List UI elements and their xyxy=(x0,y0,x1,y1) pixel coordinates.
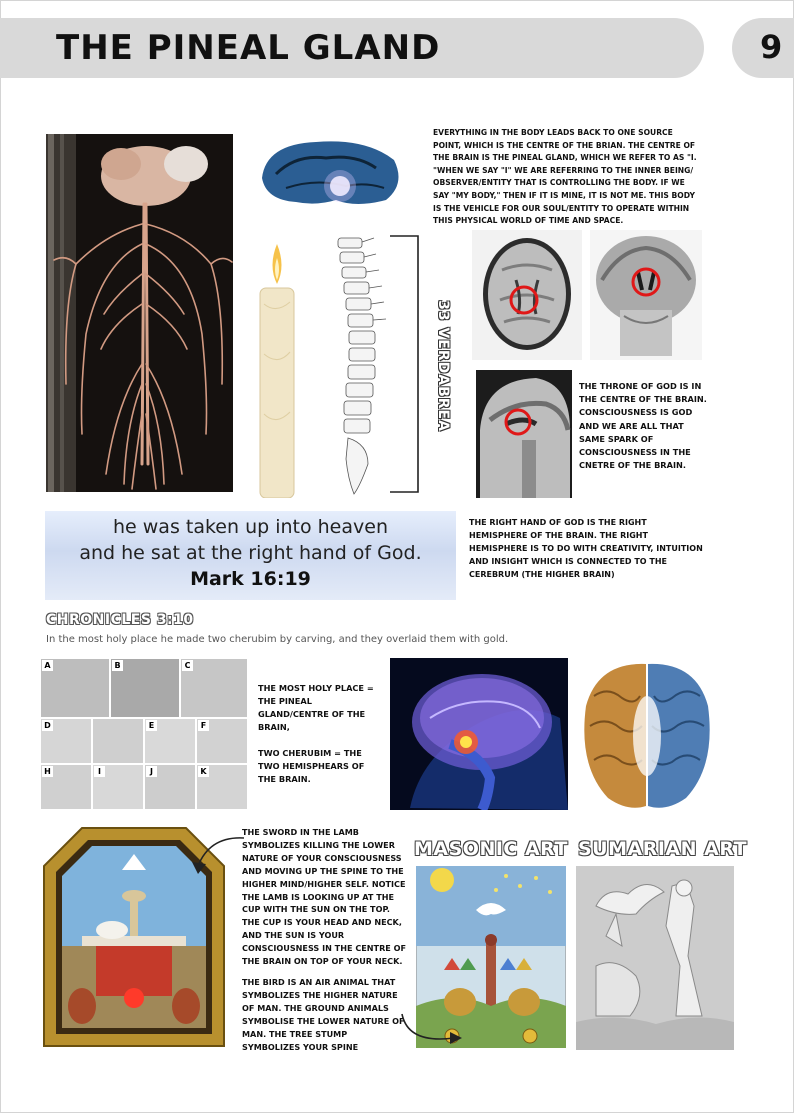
mri-grid-cell xyxy=(92,718,144,764)
nervous-system-photo xyxy=(46,134,233,492)
mri-grid-cell xyxy=(40,658,110,718)
quote-line-2: and he sat at the right hand of God. xyxy=(79,542,422,564)
grid-label: I xyxy=(94,766,105,777)
intro-paragraph: EVERYTHING IN THE BODY LEADS BACK TO ONE SOURCE POINT, WHICH IS THE CENTRE OF THE BRIAN. THE CENTRE OF THE BRAIN IS THE PINEAL GLAND, WHICH WE REFER TO AS "I. "WHEN WE SAY "I" WE ARE REFERRING TO THE INNER BEING/ OBSERVER/ENTITY THAT IS CONTROLLING THE BODY. IF WE SAY "MY BODY," THEN IF IT IS MINE, IT IS NOT ME. THIS BODY IS THE VEHICLE FOR OUR SOUL/ENTITY TO OPERATE WITHIN THIS PHYSICAL WORLD OF TIME AND SPACE. xyxy=(433,128,697,226)
mri-grid-cell xyxy=(196,764,248,810)
mri-coronal-image xyxy=(590,230,702,360)
grid-label: C xyxy=(182,660,193,671)
mri-grid-cell xyxy=(40,718,92,764)
mri-sagittal-image xyxy=(476,370,572,498)
mri-grid-cell xyxy=(92,764,144,810)
grid-label: B xyxy=(112,660,123,671)
grid-label: H xyxy=(42,766,53,777)
mri-grid-cell xyxy=(180,658,248,718)
mri-grid-cell xyxy=(40,764,92,810)
chronicles-verse: In the most holy place he made two cherubim by carving, and they overlaid them with gold. xyxy=(46,634,509,645)
sumarian-art-heading: SUMARIAN ART xyxy=(578,838,748,860)
curved-arrow-to-masonic xyxy=(398,1010,468,1052)
mri-grid-cell xyxy=(144,764,196,810)
masonic-art-heading: MASONIC ART xyxy=(414,838,568,860)
holy-place-line-2: TWO CHERUBIM = THE TWO HEMISPHEARS OF THE BRAIN. xyxy=(258,748,365,784)
mri-grid-cell xyxy=(196,718,248,764)
chronicles-heading: CHRONICLES 3:10 xyxy=(46,612,194,628)
grid-label: A xyxy=(42,660,53,671)
bible-quote-banner xyxy=(45,511,456,600)
grid-label: F xyxy=(198,720,209,731)
mri-grid-cell xyxy=(144,718,196,764)
watermark-verdabrea: 33 VERDABREA xyxy=(435,300,451,432)
page-number: 9 xyxy=(760,28,783,66)
sumarian-art-image xyxy=(576,866,734,1050)
quote-reference: Mark 16:19 xyxy=(190,568,311,590)
sword-lamb-paragraph: THE SWORD IN THE LAMB SYMBOLIZES KILLING THE LOWER NATURE OF YOUR CONSCIOUSNESS AND MOVING UP THE SPINE TO THE HIGHER MIND/HIGHER SELF. NOTICE THE LAMB IS LOOKING UP AT THE CUP WITH THE SUN ON THE TOP. THE CUP IS YOUR HEAD AND NECK, AND THE SUN IS YOUR CONSCIOUSNESS IN THE CENTRE OF THE BRAIN ON TOP OF YOUR NECK. xyxy=(242,827,407,967)
holy-place-line-1: THE MOST HOLY PLACE = THE PINEAL GLAND/CENTRE OF THE BRAIN, xyxy=(258,683,374,732)
two-hemispheres-image xyxy=(578,656,716,814)
curved-arrow-to-lamb xyxy=(180,832,250,882)
grid-label: E xyxy=(146,720,157,731)
quote-line-1: he was taken up into heaven xyxy=(112,516,388,538)
grid-label: K xyxy=(198,766,209,777)
grid-label: D xyxy=(42,720,53,731)
mri-grid-cell xyxy=(110,658,180,718)
glowing-brain-image xyxy=(390,658,568,810)
holy-place-paragraph xyxy=(258,682,376,786)
grid-label: J xyxy=(146,766,157,777)
mri-scan-grid xyxy=(40,658,248,810)
page-title: THE PINEAL GLAND xyxy=(56,28,441,68)
bird-paragraph: THE BIRD IS AN AIR ANIMAL THAT SYMBOLIZES THE HIGHER NATURE OF MAN. THE GROUND ANIMALS SYMBOLISE THE LOWER NATURE OF MAN. THE TREE STUMP SYMBOLIZES YOUR SPINE xyxy=(242,977,405,1052)
brain-spine-illustration xyxy=(256,134,428,498)
right-hand-paragraph: THE RIGHT HAND OF GOD IS THE RIGHT HEMISPHERE OF THE BRAIN. THE RIGHT HEMISPHERE IS TO DO WITH CREATIVITY, INTUITION AND INSIGHT WHICH IS CONNECTED TO THE CEREBRUM (THE HIGHER BRAIN) xyxy=(469,518,703,579)
mri-axial-image xyxy=(472,230,582,360)
throne-paragraph: THE THRONE OF GOD IS IN THE CENTRE OF THE BRAIN. CONSCIOUSNESS IS GOD AND WE ARE ALL THAT SAME SPARK OF CONSCIOUSNESS IN THE CNETRE OF THE BRAIN. xyxy=(579,381,707,471)
